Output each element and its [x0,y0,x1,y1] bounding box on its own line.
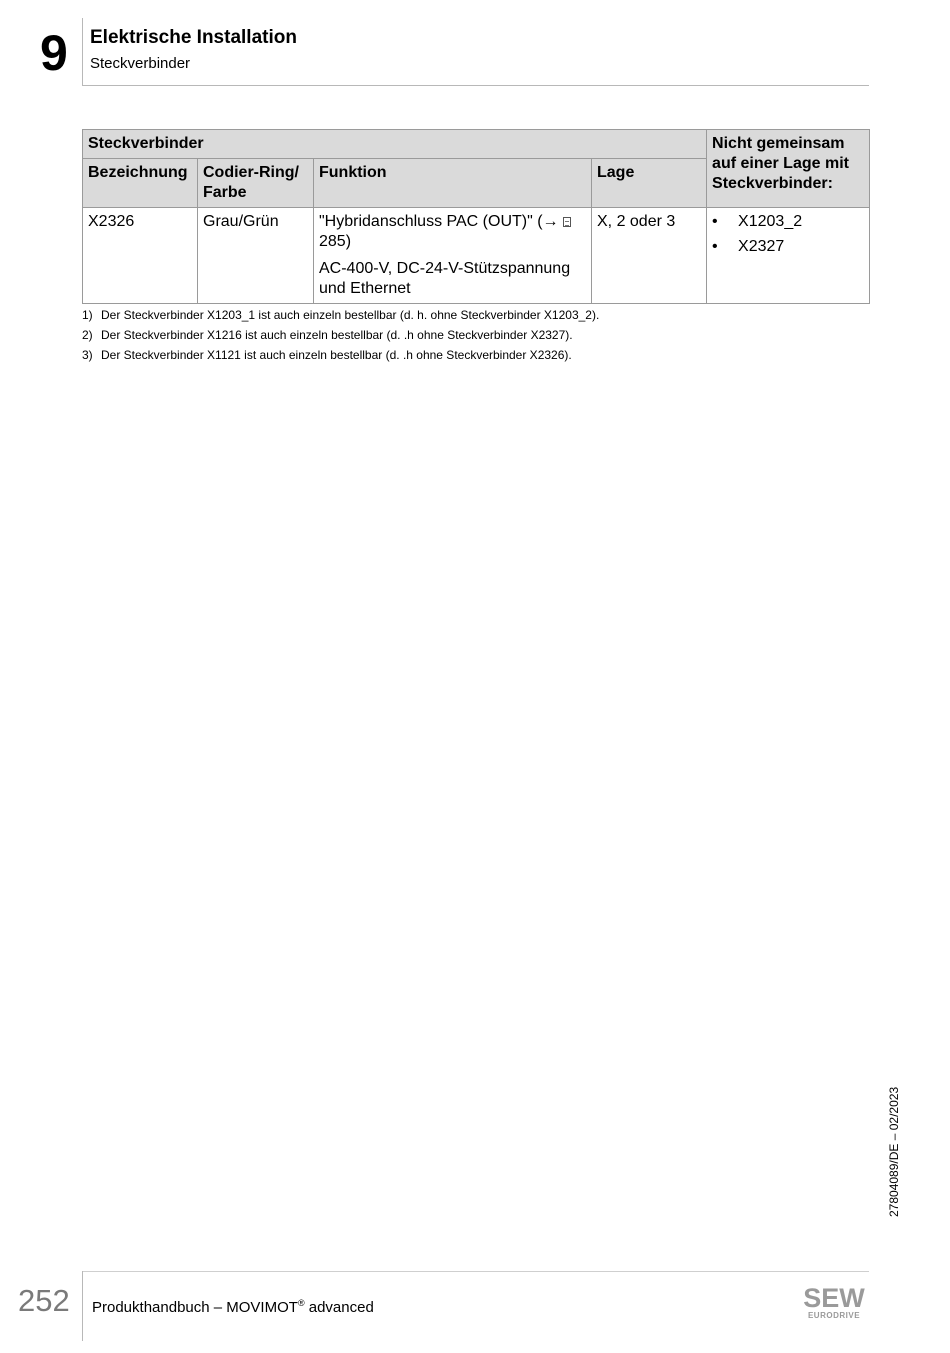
logo-sub-text: EURODRIVE [807,1311,861,1320]
page-number: 252 [18,1283,70,1318]
funktion-reference-page: 285) [319,233,352,250]
cell-lage: X, 2 oder 3 [592,208,707,304]
footer-text-suffix: advanced [304,1299,374,1316]
table-group-header: Steckverbinder [83,130,707,159]
footer-product-title [92,1294,374,1317]
column-header-farbe: Codier-Ring/ Farbe [198,159,314,208]
registered-mark: ® [297,1298,305,1308]
cell-funktion [314,208,592,304]
footnotes [82,305,882,365]
connector-table [82,129,870,304]
footnote-number: 2) [82,328,93,342]
funktion-description: AC-400-V, DC-24-V-Stützspannung und Ethernet [319,260,571,297]
chapter-subtitle: Steckverbinder [90,55,191,72]
footnote [82,345,882,365]
chapter-number: 9 [40,25,68,81]
funktion-reference-text: "Hybridanschluss PAC (OUT)" (→ [319,213,559,230]
footnote [82,305,882,325]
footnote-text: Der Steckverbinder X1203_1 ist auch einzeln bestellbar (d. h. ohne Steckverbinder X1203_2). [101,308,600,322]
footnote-text: Der Steckverbinder X1121 ist auch einzeln bestellbar (d. .h ohne Steckverbinder X2326). [101,348,572,362]
cell-farbe: Grau/Grün [198,208,314,304]
cell-bezeichnung: X2326 [83,208,198,304]
chapter-title: Elektrische Installation [90,27,297,48]
footer-rule [82,1271,869,1272]
funktion-reference[interactable] [319,212,586,252]
footnote-text: Der Steckverbinder X1216 ist auch einzeln bestellbar (d. .h ohne Steckverbinder X2327). [101,328,573,342]
footer-divider [82,1271,83,1341]
footnote [82,325,882,345]
column-header-funktion: Funktion [314,159,592,208]
column-header-bezeichnung: Bezeichnung [83,159,198,208]
page-reference-icon [563,217,571,227]
table-row [83,208,870,304]
list-item: • X2327 [712,237,864,257]
list-item: • X1203_2 [712,212,864,232]
footer-text-prefix: Produkthandbuch – MOVIMOT [92,1299,298,1316]
logo-main-text: SEW [803,1283,865,1313]
document-id: 27804089/DE – 02/2023 [887,1086,901,1217]
table-side-header: Nicht gemeinsam auf einer Lage mit Steckverbinder: [707,130,870,208]
header-rule [82,85,869,86]
footnote-number: 1) [82,308,93,322]
sew-eurodrive-logo [798,1285,870,1320]
footnote-number: 3) [82,348,93,362]
cell-not-with [707,208,870,304]
column-header-lage: Lage [592,159,707,208]
not-with-list [712,212,864,257]
header-divider [82,18,83,86]
